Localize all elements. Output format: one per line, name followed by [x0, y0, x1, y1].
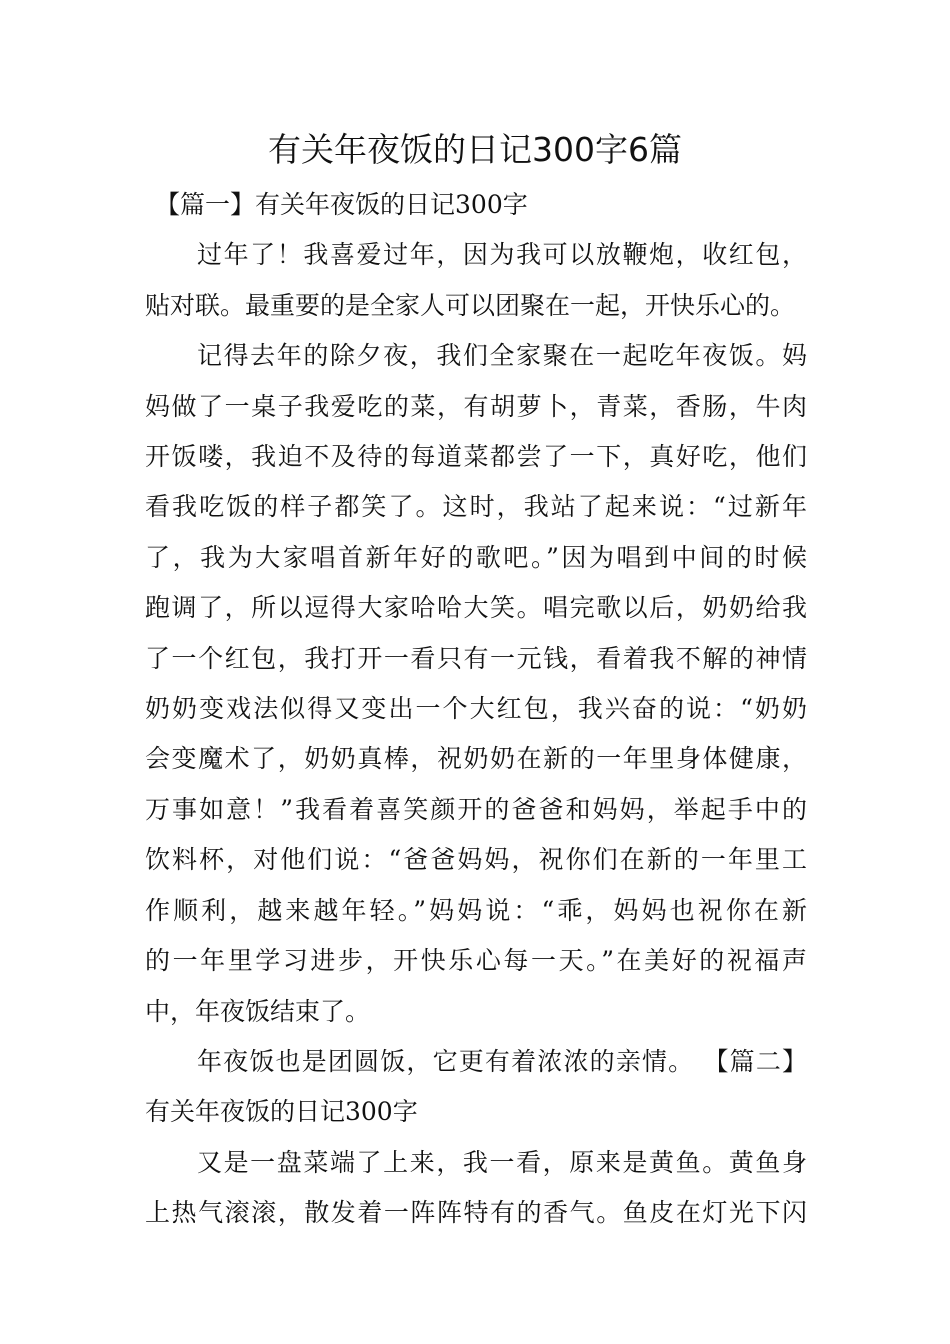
- text-line: 【篇一】有关年夜饭的日记300字: [155, 190, 528, 219]
- text-line: 妈做了一桌子我爱吃的菜，有胡萝卜，青菜，香肠，牛肉: [145, 391, 807, 421]
- paragraph-3: [145, 1037, 807, 1138]
- text-line: 开饭喽，我迫不及待的每道菜都尝了一下，真好吃，他们: [145, 442, 807, 472]
- text-line: 中，年夜饭结束了。: [145, 996, 371, 1026]
- text-line: 看我吃饭的样子都笑了。这时，我站了起来说：“过新年: [145, 492, 807, 522]
- document-body: [145, 180, 807, 1239]
- paragraph-4: [145, 1138, 807, 1239]
- text-line: 跑调了，所以逗得大家哈哈大笑。唱完歌以后，奶奶给我: [145, 593, 807, 623]
- section-heading-1: [145, 180, 807, 230]
- paragraph-1: [145, 230, 807, 331]
- text-line: 贴对联。最重要的是全家人可以团聚在一起，开快乐心的。: [145, 290, 796, 320]
- text-line: 记得去年的除夕夜，我们全家聚在一起吃年夜饭。妈: [197, 341, 807, 371]
- text-line: 有关年夜饭的日记300字: [145, 1097, 418, 1127]
- text-line: 又是一盘菜端了上来，我一看，原来是黄鱼。黄鱼身: [197, 1147, 807, 1177]
- text-line: 年夜饭也是团圆饭，它更有着浓浓的亲情。 【篇二】: [197, 1046, 807, 1076]
- text-line: 奶奶变戏法似得又变出一个大红包，我兴奋的说：“奶奶: [145, 694, 807, 724]
- text-line: 万事如意！”我看着喜笑颜开的爸爸和妈妈，举起手中的: [145, 794, 807, 824]
- text-line: 饮料杯，对他们说：“爸爸妈妈，祝你们在新的一年里工: [145, 845, 807, 875]
- text-line: 了一个红包，我打开一看只有一元钱，看着我不解的神情: [145, 643, 807, 673]
- text-line: 的一年里学习进步，开快乐心每一天。”在美好的祝福声: [145, 946, 807, 976]
- text-line: 会变魔术了，奶奶真棒，祝奶奶在新的一年里身体健康，: [145, 744, 807, 774]
- paragraph-2: [145, 331, 807, 1037]
- text-line: 过年了！我喜爱过年，因为我可以放鞭炮，收红包，: [197, 240, 807, 270]
- document-title: 有关年夜饭的日记300字6篇: [268, 130, 682, 169]
- text-line: 上热气滚滚，散发着一阵阵特有的香气。鱼皮在灯光下闪: [145, 1198, 807, 1228]
- text-line: 作顺利，越来越年轻。”妈妈说：“乖，妈妈也祝你在新: [145, 895, 807, 925]
- text-line: 了，我为大家唱首新年好的歌吧。”因为唱到中间的时候: [145, 542, 807, 572]
